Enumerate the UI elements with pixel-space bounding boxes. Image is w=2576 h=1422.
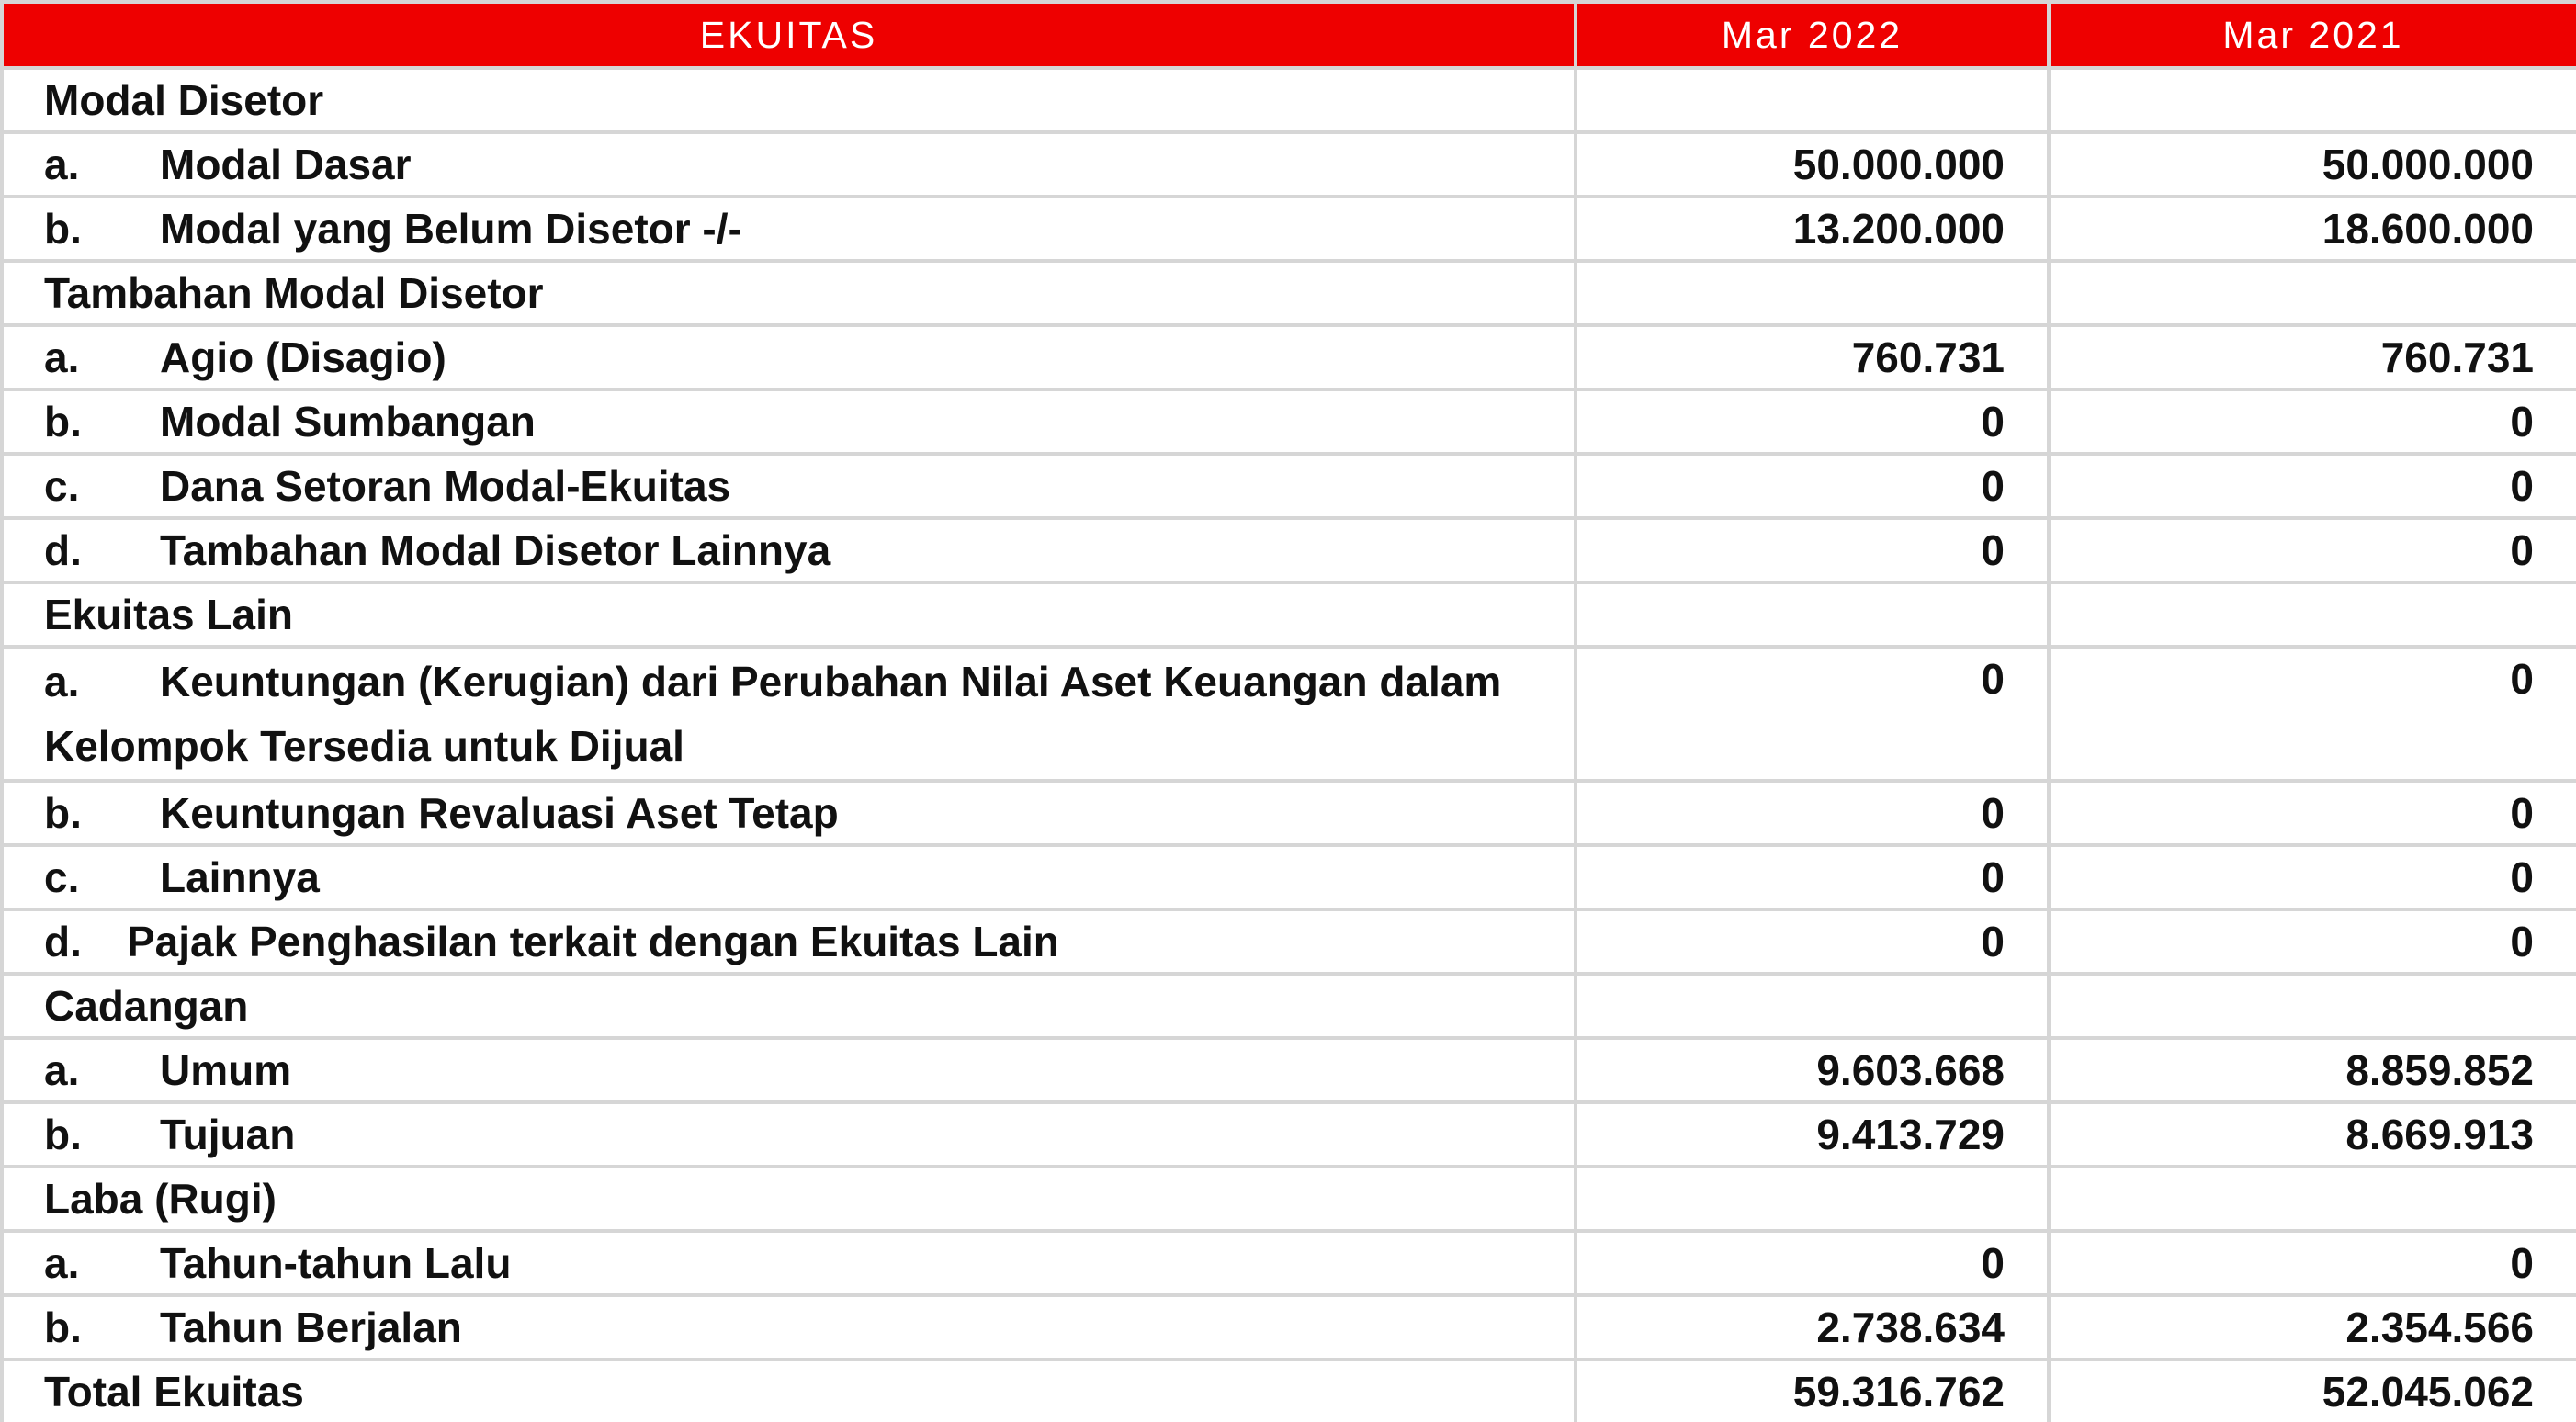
table-row xyxy=(2,197,2576,261)
row-label-text: Tahun Berjalan xyxy=(160,1304,462,1351)
value-mar-2021: 0 xyxy=(2049,389,2576,454)
row-label-text: Dana Setoran Modal-Ekuitas xyxy=(160,462,731,510)
value-mar-2022: 760.731 xyxy=(1576,325,2049,389)
value-mar-2022 xyxy=(1576,68,2049,132)
row-label-text: Keuntungan (Kerugian) dari Perubahan Nilai Aset Keuangan dalam Kelompok Tersedia untuk Dijual xyxy=(44,658,1502,770)
value-mar-2022: 0 xyxy=(1576,845,2049,909)
value-mar-2022: 0 xyxy=(1576,518,2049,582)
row-marker: b. xyxy=(44,205,82,253)
value-mar-2022: 50.000.000 xyxy=(1576,132,2049,197)
row-label-text: Modal Sumbangan xyxy=(160,398,536,446)
value-mar-2022 xyxy=(1576,582,2049,647)
row-label xyxy=(2,909,1576,974)
value-mar-2022 xyxy=(1576,261,2049,325)
value-mar-2022: 0 xyxy=(1576,454,2049,518)
value-mar-2021 xyxy=(2049,261,2576,325)
row-marker: b. xyxy=(44,1304,82,1351)
header-row xyxy=(2,2,2576,68)
value-mar-2021: 0 xyxy=(2049,647,2576,781)
value-mar-2021: 50.000.000 xyxy=(2049,132,2576,197)
row-marker: a. xyxy=(44,141,80,188)
table-row xyxy=(2,518,2576,582)
row-label-text: Modal Dasar xyxy=(160,141,412,188)
row-label xyxy=(2,647,1576,781)
row-label xyxy=(2,1167,1576,1231)
table-row xyxy=(2,909,2576,974)
row-label xyxy=(2,197,1576,261)
table-row xyxy=(2,132,2576,197)
row-marker: c. xyxy=(44,462,80,510)
table-row xyxy=(2,781,2576,845)
table-row xyxy=(2,454,2576,518)
row-label xyxy=(2,845,1576,909)
table-row xyxy=(2,647,2576,781)
table-row xyxy=(2,582,2576,647)
table-row xyxy=(2,1102,2576,1167)
row-label-text: Agio (Disagio) xyxy=(160,333,446,381)
row-label-text: Umum xyxy=(160,1046,292,1094)
value-mar-2021: 0 xyxy=(2049,518,2576,582)
value-mar-2021: 8.669.913 xyxy=(2049,1102,2576,1167)
table-row xyxy=(2,261,2576,325)
value-mar-2022 xyxy=(1576,1167,2049,1231)
row-marker: d. xyxy=(44,526,82,574)
header-period-2: Mar 2021 xyxy=(2049,2,2576,68)
row-marker: b. xyxy=(44,1111,82,1158)
value-mar-2022: 0 xyxy=(1576,909,2049,974)
row-label xyxy=(2,261,1576,325)
row-label xyxy=(2,974,1576,1038)
value-mar-2022: 0 xyxy=(1576,647,2049,781)
row-label xyxy=(2,1295,1576,1360)
row-marker: c. xyxy=(44,853,80,901)
table-row xyxy=(2,974,2576,1038)
value-mar-2021: 2.354.566 xyxy=(2049,1295,2576,1360)
value-mar-2022: 9.413.729 xyxy=(1576,1102,2049,1167)
row-marker: a. xyxy=(44,333,80,381)
row-label-text: Lainnya xyxy=(160,853,320,901)
row-marker: a. xyxy=(44,658,80,705)
value-mar-2022: 13.200.000 xyxy=(1576,197,2049,261)
value-mar-2021: 0 xyxy=(2049,909,2576,974)
row-marker: b. xyxy=(44,789,82,837)
value-mar-2021: 0 xyxy=(2049,1231,2576,1295)
row-label xyxy=(2,132,1576,197)
table-row xyxy=(2,1038,2576,1102)
row-label-text: Cadangan xyxy=(44,982,249,1030)
total-mar-2021: 52.045.062 xyxy=(2049,1360,2576,1422)
value-mar-2022: 2.738.634 xyxy=(1576,1295,2049,1360)
total-row xyxy=(2,1360,2576,1422)
row-label xyxy=(2,1102,1576,1167)
row-label xyxy=(2,389,1576,454)
header-label: EKUITAS xyxy=(2,2,1576,68)
value-mar-2022: 0 xyxy=(1576,389,2049,454)
row-label xyxy=(2,68,1576,132)
row-label-text: Modal yang Belum Disetor -/- xyxy=(160,205,742,253)
table-row xyxy=(2,68,2576,132)
table-row xyxy=(2,325,2576,389)
row-label xyxy=(2,1231,1576,1295)
value-mar-2021: 760.731 xyxy=(2049,325,2576,389)
value-mar-2021 xyxy=(2049,68,2576,132)
value-mar-2021 xyxy=(2049,1167,2576,1231)
row-label-text: Tambahan Modal Disetor Lainnya xyxy=(160,526,831,574)
table-row xyxy=(2,1231,2576,1295)
total-label xyxy=(2,1360,1576,1422)
value-mar-2022: 0 xyxy=(1576,1231,2049,1295)
table-row xyxy=(2,845,2576,909)
row-label xyxy=(2,454,1576,518)
row-label-text: Pajak Penghasilan terkait dengan Ekuitas Lain xyxy=(127,918,1059,965)
row-marker: d. xyxy=(44,918,82,965)
row-label-text: Modal Disetor xyxy=(44,76,324,124)
value-mar-2021 xyxy=(2049,582,2576,647)
table-row xyxy=(2,389,2576,454)
value-mar-2022: 9.603.668 xyxy=(1576,1038,2049,1102)
row-label-text: Total Ekuitas xyxy=(44,1368,304,1416)
row-label xyxy=(2,518,1576,582)
value-mar-2021: 0 xyxy=(2049,454,2576,518)
row-label-text: Tambahan Modal Disetor xyxy=(44,269,544,317)
total-mar-2022: 59.316.762 xyxy=(1576,1360,2049,1422)
row-label-text: Ekuitas Lain xyxy=(44,591,293,638)
row-label-text: Tahun-tahun Lalu xyxy=(160,1239,512,1287)
row-label xyxy=(2,325,1576,389)
value-mar-2021: 0 xyxy=(2049,845,2576,909)
row-label xyxy=(2,781,1576,845)
table-row xyxy=(2,1295,2576,1360)
value-mar-2022: 0 xyxy=(1576,781,2049,845)
row-marker: a. xyxy=(44,1046,80,1094)
row-label xyxy=(2,582,1576,647)
row-label-text: Tujuan xyxy=(160,1111,296,1158)
header-period-1: Mar 2022 xyxy=(1576,2,2049,68)
row-marker: a. xyxy=(44,1239,80,1287)
value-mar-2021: 8.859.852 xyxy=(2049,1038,2576,1102)
value-mar-2021 xyxy=(2049,974,2576,1038)
value-mar-2021: 18.600.000 xyxy=(2049,197,2576,261)
value-mar-2021: 0 xyxy=(2049,781,2576,845)
row-label-text: Keuntungan Revaluasi Aset Tetap xyxy=(160,789,839,837)
row-label xyxy=(2,1038,1576,1102)
value-mar-2022 xyxy=(1576,974,2049,1038)
row-marker: b. xyxy=(44,398,82,446)
row-label-text: Laba (Rugi) xyxy=(44,1175,277,1223)
table-row xyxy=(2,1167,2576,1231)
